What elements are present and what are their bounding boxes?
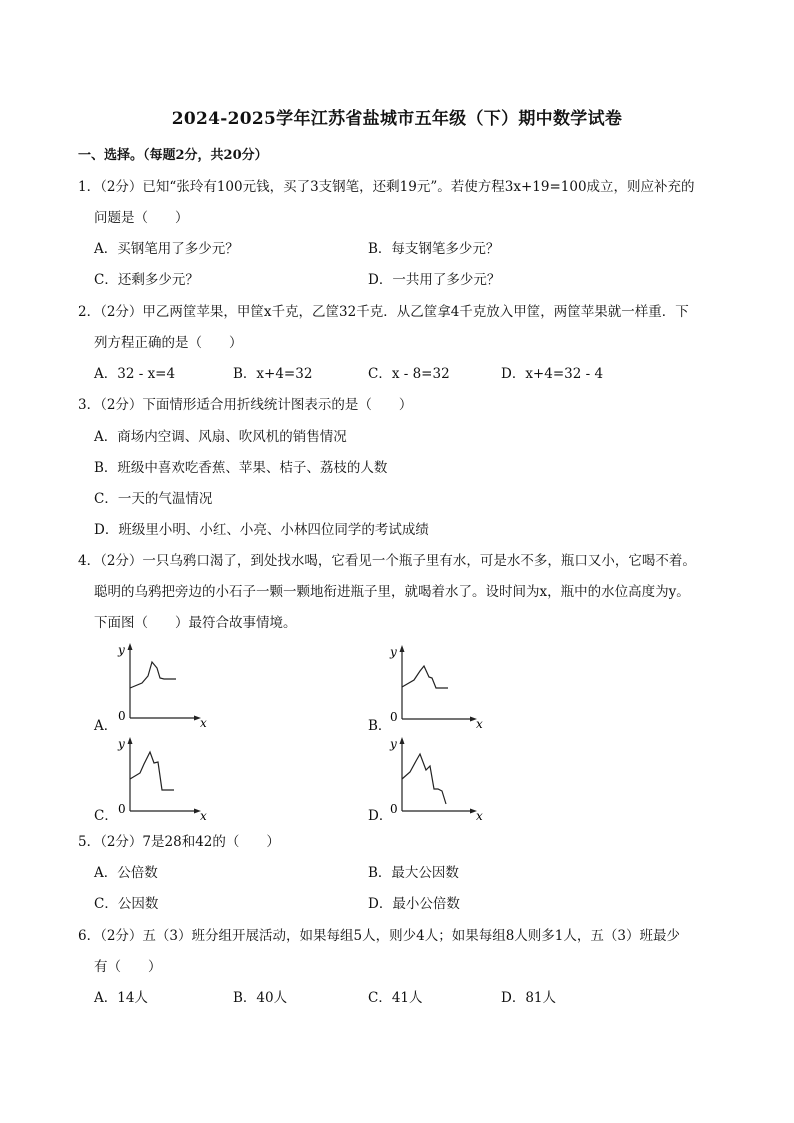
q6-option-d: D．81人 (501, 990, 557, 1006)
q3-option-b: B．班级中喜欢吃香蕉、苹果、桔子、荔枝的人数 (94, 460, 388, 476)
question-2-text-cont: 列方程正确的是（ ） (94, 335, 243, 351)
q6-option-a: A．14人 (94, 990, 148, 1006)
q5-option-b: B．最大公因数 (368, 865, 459, 881)
q4-option-c-label: C． (94, 808, 118, 824)
page-title: 2024-2025学年江苏省盐城市五年级（下）期中数学试卷 (171, 109, 623, 129)
q6-option-c: C．41人 (368, 990, 423, 1006)
graph-c-origin: 0 (118, 802, 126, 816)
question-1-text-cont: 问题是（ ） (94, 210, 189, 226)
section-heading: 一、选择。（每题2分，共20分） (78, 148, 268, 163)
q1-option-a: A．买钢笔用了多少元？ (94, 241, 239, 257)
q2-option-a: A．32 - x=4 (94, 366, 176, 382)
graph-c-x-label: x (200, 809, 207, 822)
graph-a-x-label: x (200, 716, 207, 730)
q2-option-c: C．x - 8=32 (368, 366, 450, 382)
question-2-text: 2．（2分）甲乙两筐苹果，甲筐x千克，乙筐32千克．从乙筐拿4千克放入甲筐，两筐苹果就一样重．下 (78, 304, 689, 320)
question-6-text-cont: 有（ ） (94, 959, 162, 975)
graph-c-y-label: y (118, 737, 125, 751)
q1-option-b: B．每支钢笔多少元？ (368, 241, 500, 257)
question-4-text-cont2: 下面图（ ）最符合故事情境。 (94, 615, 297, 631)
q1-option-c: C．还剩多少元？ (94, 272, 199, 288)
graph-a-origin: 0 (118, 709, 126, 723)
q4-option-a-label: A． (94, 718, 118, 734)
q4-option-b-label: B． (368, 718, 392, 734)
graph-b-y-label: y (390, 645, 397, 659)
graph-b-origin: 0 (390, 710, 398, 724)
q4-graph-d (384, 734, 494, 822)
q3-option-c: C．一天的气温情况 (94, 491, 213, 507)
graph-b-x-label: x (476, 717, 483, 731)
question-3-text: 3．（2分）下面情形适合用折线统计图表示的是（ ） (78, 397, 413, 413)
q4-option-d-label: D． (368, 808, 393, 824)
question-5-text: 5．（2分）7是28和42的（ ） (78, 834, 280, 850)
question-6-text: 6．（2分）五（3）班分组开展活动，如果每组5人，则少4人；如果每组8人则多1人，五（3）班最少 (78, 928, 680, 944)
q5-option-a: A．公倍数 (94, 865, 158, 881)
q1-option-d: D．一共用了多少元？ (368, 272, 501, 288)
q3-option-a: A．商场内空调、风扇、吹风机的销售情况 (94, 429, 347, 445)
question-4-text-cont: 聪明的乌鸦把旁边的小石子一颗一颗地衔进瓶子里，就喝着水了。设时间为x，瓶中的水位高度为y。 (94, 584, 690, 600)
q5-option-d: D．最小公倍数 (368, 896, 460, 912)
q4-graph-c (112, 734, 222, 822)
q3-option-d: D．班级里小明、小红、小亮、小林四位同学的考试成绩 (94, 522, 429, 538)
graph-d-origin: 0 (390, 802, 398, 816)
q6-option-b: B．40人 (233, 990, 288, 1006)
q4-graph-a (112, 640, 222, 732)
graph-d-x-label: x (476, 809, 483, 822)
question-1-text: 1．（2分）已知“张玲有100元钱，买了3支钢笔，还剩19元”。若使方程3x+19=100成立，则应补充的 (78, 179, 695, 195)
question-4-text: 4．（2分）一只乌鸦口渴了，到处找水喝，它看见一个瓶子里有水，可是水不多，瓶口又小，它喝不着。 (78, 553, 696, 569)
graph-a-y-label: y (118, 643, 125, 657)
q2-option-b: B．x+4=32 (233, 366, 313, 382)
q2-option-d: D．x+4=32 - 4 (501, 366, 604, 382)
q5-option-c: C．公因数 (94, 896, 159, 912)
q4-graph-b (384, 642, 494, 732)
graph-d-y-label: y (390, 737, 397, 751)
